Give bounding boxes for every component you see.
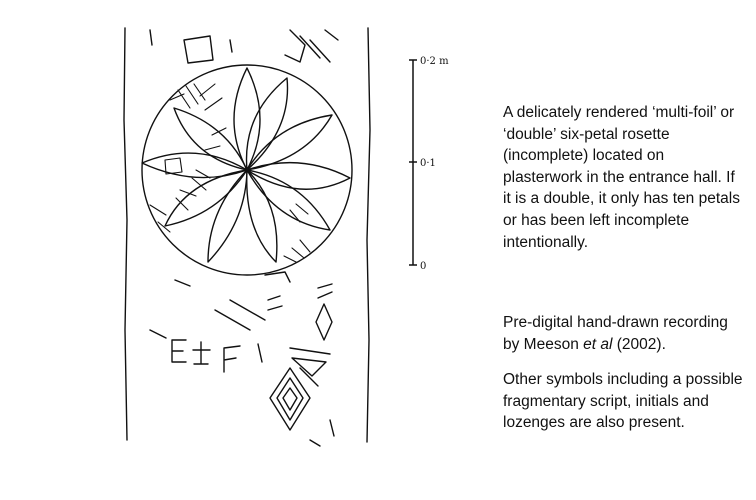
rosette-petals: [142, 68, 350, 262]
lozenge: [316, 304, 332, 340]
scale-top-label: 0·2 m: [420, 56, 449, 67]
caption-description: A delicately rendered ‘multi-foil’ or ‘double’ six-petal rosette (incomplete) located on plasterwork in the entrance hall. If it is a double, it only has ten petals or has been left incomplete intentionally.: [503, 104, 740, 251]
petal: [247, 170, 330, 230]
credit-text: Pre-digital hand-drawn recording by Meeson: [503, 314, 728, 353]
concentric-lozenges: [270, 368, 310, 430]
panel-left-edge: [124, 28, 127, 440]
panel-right-edge: [367, 28, 370, 442]
petal: [208, 170, 247, 262]
credit-year: (2002).: [612, 335, 666, 353]
scale-mid-label: 0·1: [420, 158, 436, 169]
caption-other-symbols: Other symbols including a possible fragmentary script, initials and lozenges are also present.: [503, 371, 743, 432]
petal: [165, 170, 247, 226]
initials-marks: [150, 330, 262, 372]
scale-bottom-label: 0: [420, 261, 427, 272]
credit-et-al: et al: [583, 335, 613, 353]
scale-bar: [409, 60, 417, 265]
caption-credit: [503, 312, 743, 355]
square-mark: [184, 36, 213, 63]
petal: [247, 170, 277, 262]
